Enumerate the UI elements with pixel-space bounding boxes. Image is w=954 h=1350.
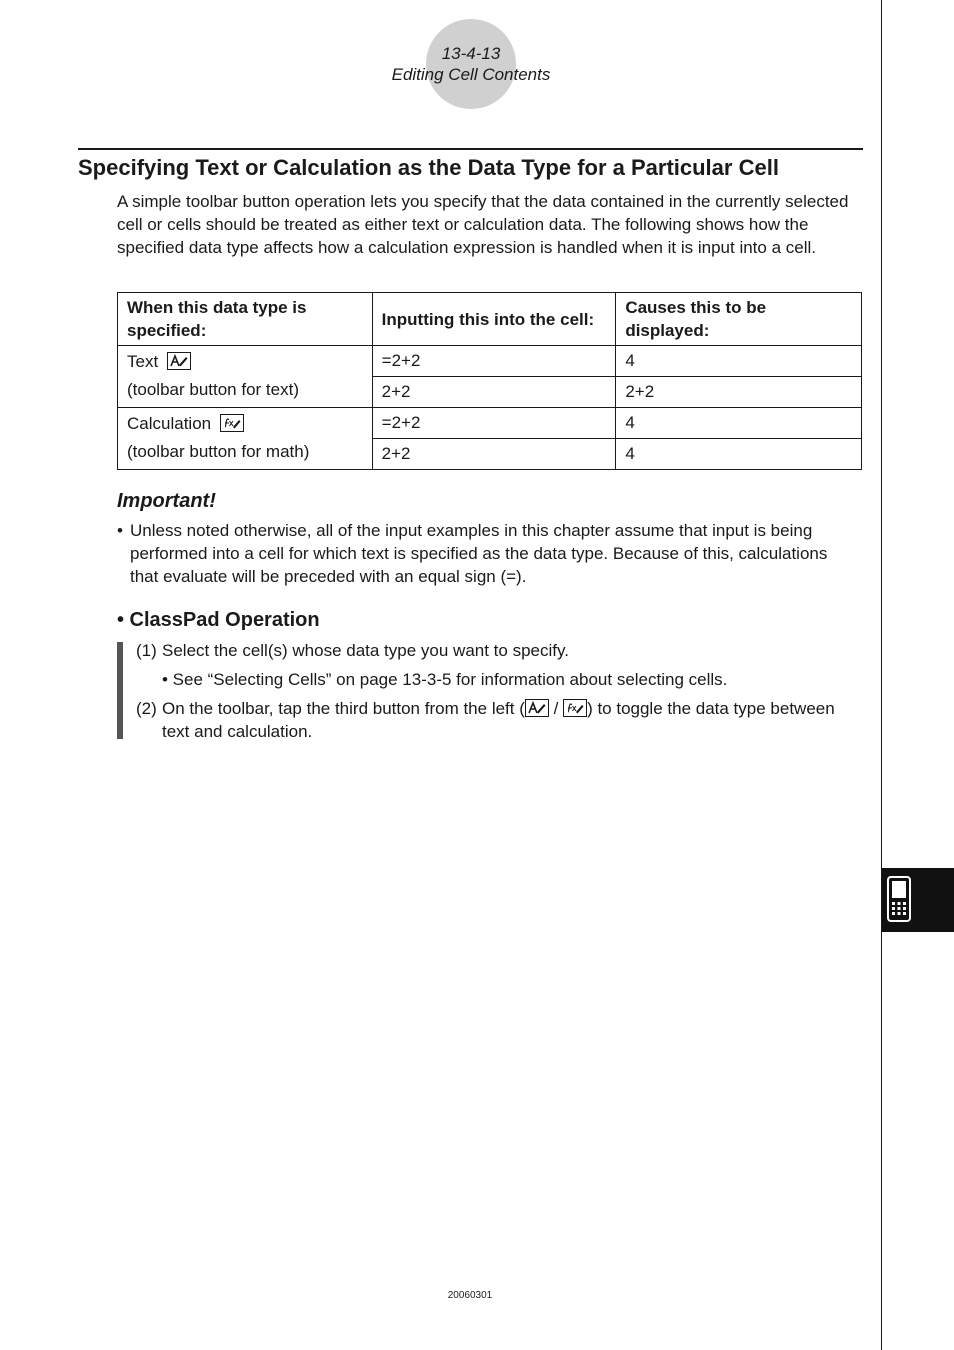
step-1-sub-note: • See “Selecting Cells” on page 13-3-5 for information about selecting cells. bbox=[162, 670, 728, 689]
text-mode-icon bbox=[167, 352, 191, 370]
column-header: Causes this to be displayed: bbox=[616, 293, 862, 346]
type-label: Text bbox=[127, 352, 159, 371]
classpad-calculator-icon bbox=[887, 876, 911, 922]
intro-paragraph: A simple toolbar button operation lets you specify that the data contained in the currently selected cell or cells should be treated as either text or calculation data. The following shows how the specified data type affects how a calculation expression is handled when it is input into a cell. bbox=[117, 192, 849, 257]
input-cell: =2+2 bbox=[372, 408, 616, 439]
type-note: (toolbar button for math) bbox=[127, 442, 310, 461]
header-circle bbox=[426, 19, 516, 109]
step-text: On the toolbar, tap the third button from the left ( / ) to toggle the data type between text and calculation. bbox=[162, 699, 835, 741]
important-text: Unless noted otherwise, all of the input examples in this chapter assume that input is being performed into a cell for which text is specified as the data type. Because of this, calculations that evaluate will be preceded with an equal sign (=). bbox=[130, 521, 828, 586]
column-header: Inputting this into the cell: bbox=[372, 293, 616, 346]
column-header: When this data type is specified: bbox=[118, 293, 373, 346]
display-cell: 4 bbox=[616, 346, 862, 377]
title-rule bbox=[78, 148, 863, 150]
page-number: 13-4-13 bbox=[441, 44, 501, 63]
step-number: (2) bbox=[136, 699, 157, 718]
input-cell: 2+2 bbox=[372, 377, 616, 408]
display-cell: 2+2 bbox=[616, 377, 862, 408]
calc-mode-icon bbox=[563, 699, 587, 717]
calc-mode-icon bbox=[220, 414, 244, 432]
chapter-tab bbox=[882, 868, 954, 932]
input-cell: 2+2 bbox=[372, 439, 616, 470]
bullet-marker: • bbox=[117, 521, 123, 540]
footer-code: 20060301 bbox=[447, 1290, 493, 1301]
type-cell-calculation bbox=[118, 408, 373, 470]
right-margin-rule bbox=[881, 0, 882, 1350]
display-cell: 4 bbox=[616, 439, 862, 470]
table-header-row bbox=[118, 293, 862, 346]
important-heading: Important! bbox=[117, 490, 216, 512]
text-mode-icon bbox=[525, 699, 549, 717]
step-2 bbox=[136, 697, 856, 743]
type-label: Calculation bbox=[127, 414, 212, 433]
step-number: (1) bbox=[136, 641, 157, 660]
step-text: Select the cell(s) whose data type you want to specify. bbox=[162, 641, 569, 660]
operation-bar bbox=[117, 642, 123, 739]
table-row bbox=[118, 346, 862, 377]
section-title: Editing Cell Contents bbox=[391, 65, 551, 84]
display-cell: 4 bbox=[616, 408, 862, 439]
important-note bbox=[117, 519, 857, 588]
type-cell-text bbox=[118, 346, 373, 408]
page-title: Specifying Text or Calculation as the Data Type for a Particular Cell bbox=[78, 155, 779, 180]
data-type-table bbox=[117, 292, 862, 470]
operation-heading: • ClassPad Operation bbox=[117, 609, 320, 631]
table-row bbox=[118, 408, 862, 439]
input-cell: =2+2 bbox=[372, 346, 616, 377]
type-note: (toolbar button for text) bbox=[127, 380, 299, 399]
step-1 bbox=[136, 639, 856, 662]
